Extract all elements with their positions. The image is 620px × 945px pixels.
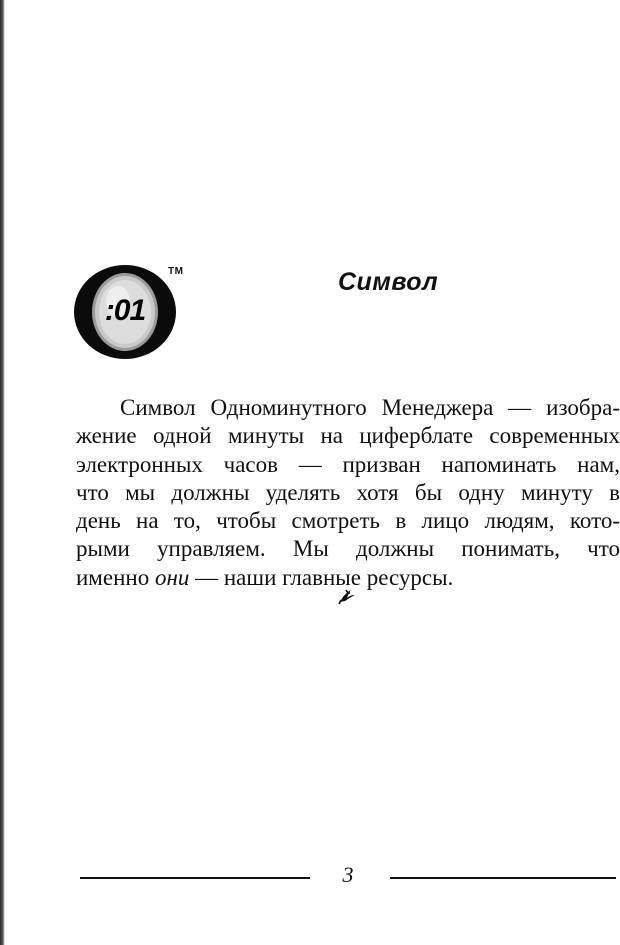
- emphasized-word: они: [154, 564, 190, 590]
- page-number: 3: [342, 862, 354, 887]
- logo-digits: :01: [104, 294, 146, 327]
- body-line: рыми управляем. Мы должны понимать, что: [76, 536, 620, 562]
- body-line: электронных часов — призван напоминать нам,: [76, 451, 620, 477]
- footer-rule-right: [390, 877, 616, 879]
- body-text-segment: — наши главные ресурсы.: [189, 564, 454, 590]
- one-minute-manager-logo: [70, 262, 188, 362]
- body-paragraph: [76, 394, 620, 592]
- body-line: день на то, чтобы смотреть в лицо людям, кото-: [76, 508, 620, 534]
- decorative-fleuron-icon: [336, 584, 358, 606]
- footer-rule-left: [80, 877, 310, 879]
- chapter-title: Символ: [338, 268, 439, 296]
- body-text-segment: именно: [76, 564, 155, 590]
- trademark-mark: TM: [168, 266, 184, 277]
- body-line: жение одной минуты на циферблате современных: [76, 423, 620, 449]
- page-binding-edge: [0, 0, 5, 945]
- body-line: что мы должны уделять хотя бы одну минуту в: [76, 479, 620, 505]
- body-line: Символ Одноминутного Менеджера — изобра-: [120, 395, 620, 420]
